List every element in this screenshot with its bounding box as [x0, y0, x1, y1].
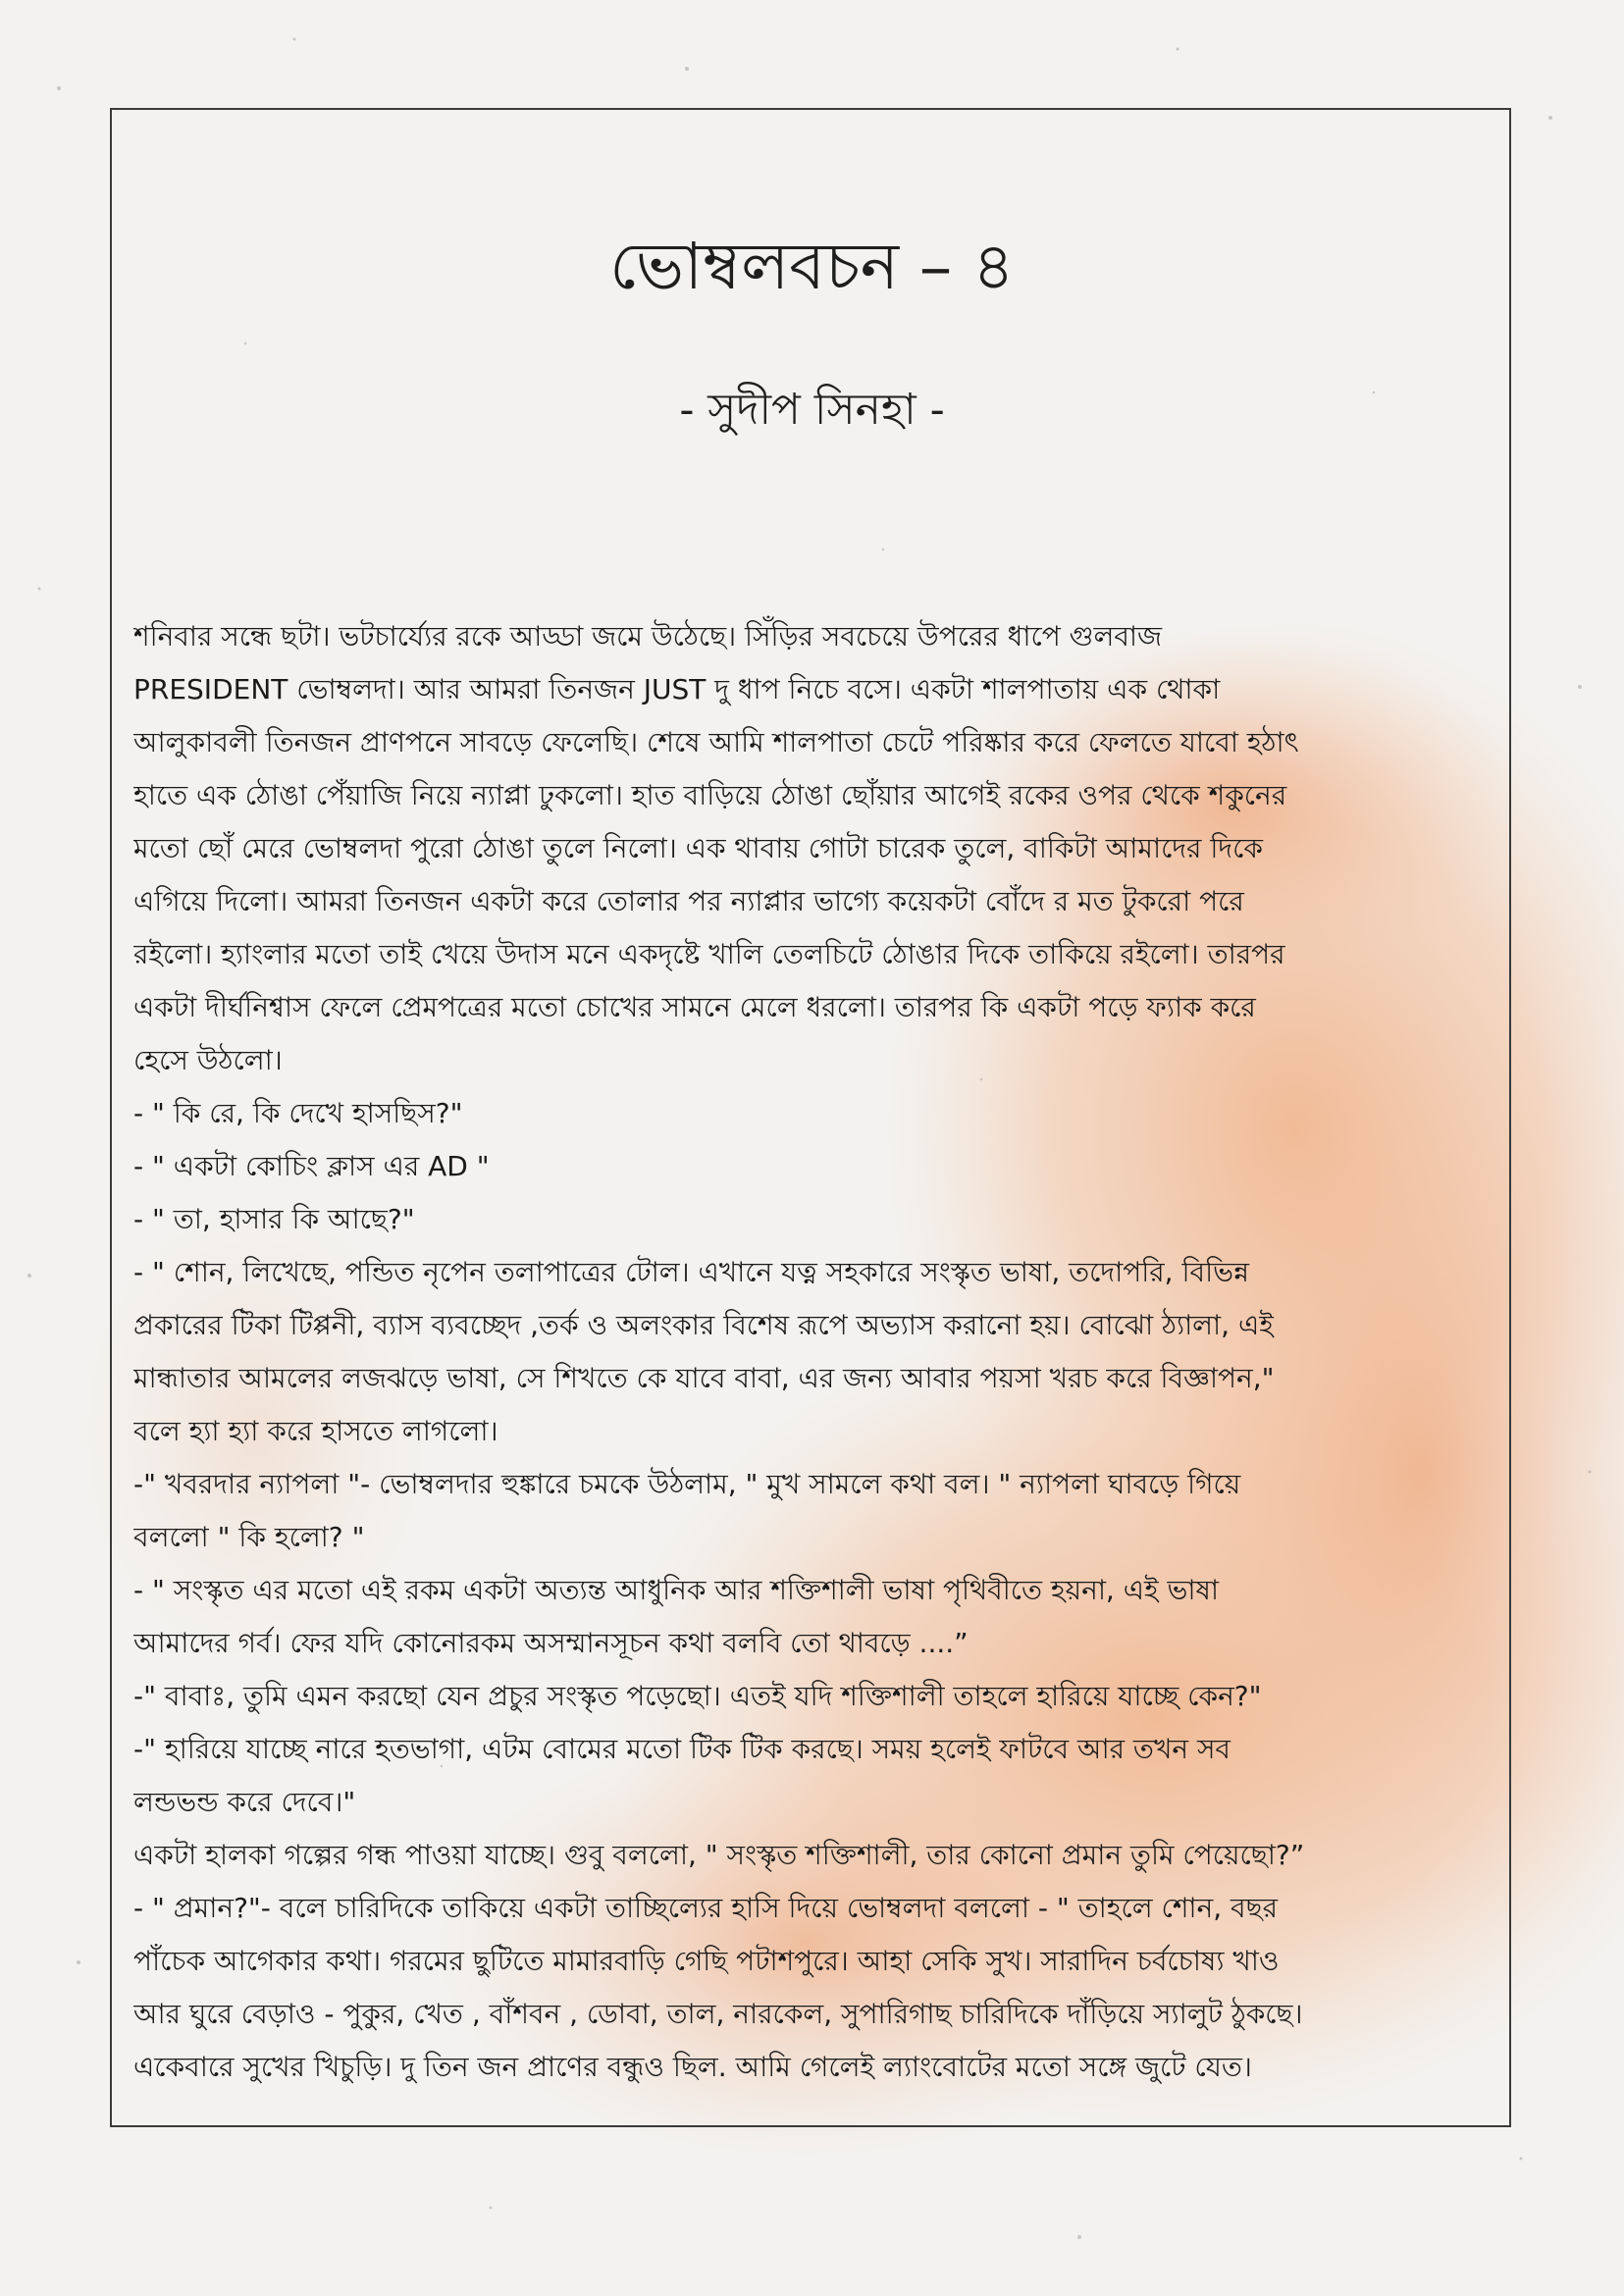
text-line: - " শোন, লিখেছে, পন্ডিত নৃপেন তলাপাত্রের টোল। এখানে যত্ন সহকারে সংস্কৃত ভাষা, তদোপরি, বিভিন্ন — [133, 1256, 1249, 1288]
text-line: একটা দীর্ঘনিশ্বাস ফেলে প্রেমপত্রের মতো চোখের সামনে মেলে ধরলো। তারপর কি একটা পড়ে ফ্যাক করে — [133, 991, 1256, 1023]
text-line: একেবারে সুখের খিচুড়ি। দু তিন জন প্রাণের বন্ধুও ছিল. আমি গেলেই ল্যাংবোটের মতো সঙ্গে জুটে যেত। — [133, 2051, 1252, 2083]
text-line: -" খবরদার ন্যাপলা "- ভোম্বলদার হুঙ্কারে চমকে উঠলাম, " মুখ সামলে কথা বল। " ন্যাপলা ঘাবড়ে গিয়ে — [133, 1468, 1241, 1500]
text-line: বলে হ্যা হ্যা করে হাসতে লাগলো। — [133, 1415, 498, 1447]
text-line: প্রকারের টিকা টিপ্পনী, ব্যাস ব্যবচ্ছেদ ,তর্ক ও অলংকার বিশেষ রূপে অভ্যাস করানো হয়। বোঝো ঠ্যালা, এই — [133, 1309, 1274, 1341]
text-line: একটা হালকা গল্পের গন্ধ পাওয়া যাচ্ছে। গুবু বললো, " সংস্কৃত শক্তিশালী, তার কোনো প্রমান তুমি পেয়েছো?” — [133, 1839, 1305, 1871]
author-name: - সুদীপ সিনহা - — [679, 385, 945, 435]
text-line: PRESIDENT ভোম্বলদা। আর আমরা তিনজন JUST দু ধাপ নিচে বসে। একটা শালপাতায় এক থোকা — [133, 673, 1221, 705]
page-title: ভোম্বলবচন – ৪ — [609, 229, 1015, 304]
text-line: শনিবার সন্ধে ছটা। ভটচার্য্যের রকে আড্ডা জমে উঠেছে। সিঁড়ির সবচেয়ে উপরের ধাপে গুলবাজ — [133, 620, 1163, 652]
text-line: মতো ছোঁ মেরে ভোম্বলদা পুরো ঠোঙা তুলে নিলো। এক থাবায় গোটা চারেক তুলে, বাকিটা আমাদের দিকে — [133, 832, 1263, 864]
text-line: - " সংস্কৃত এর মতো এই রকম একটা অত্যন্ত আধুনিক আর শক্তিশালী ভাষা পৃথিবীতে হয়না, এই ভাষা — [133, 1574, 1220, 1606]
text-line: লন্ডভন্ড করে দেবে।" — [133, 1786, 356, 1818]
text-line: আমাদের গর্ব। ফের যদি কোনোরকম অসম্মানসূচন কথা বলবি তো থাবড়ে ....” — [133, 1627, 969, 1659]
text-line: -" বাবাঃ, তুমি এমন করছো যেন প্রচুর সংস্কৃত পড়েছো। এতই যদি শক্তিশালী তাহলে হারিয়ে যাচ্ছে কেন?" — [133, 1680, 1262, 1712]
text-line: আলুকাবলী তিনজন প্রাণপনে সাবড়ে ফেলেছি। শেষে আমি শালপাতা চেটে পরিষ্কার করে ফেলতে যাবো হঠাৎ — [133, 726, 1299, 758]
text-line: পাঁচেক আগেকার কথা। গরমের ছুটিতে মামারবাড়ি গেছি পটাশপুরে। আহা সেকি সুখ। সারাদিন চর্বচোষ্য খাও — [133, 1945, 1280, 1977]
text-line: - " প্রমান?"- বলে চারিদিকে তাকিয়ে একটা তাচ্ছিল্যের হাসি দিয়ে ভোম্বলদা বললো - " তাহলে শোন, বছর — [133, 1892, 1278, 1924]
text-line: রইলো। হ্যাংলার মতো তাই খেয়ে উদাস মনে একদৃষ্টে খালি তেলচিটে ঠোঙার দিকে তাকিয়ে রইলো। তারপর — [133, 938, 1285, 970]
text-line: হেসে উঠলো। — [133, 1044, 283, 1076]
text-line: হাতে এক ঠোঙা পেঁয়াজি নিয়ে ন্যাপ্লা ঢুকলো। হাত বাড়িয়ে ঠোঙা ছোঁয়ার আগেই রকের ওপর থেকে শকুনের — [133, 779, 1287, 811]
text-line: - " একটা কোচিং ক্লাস এর AD " — [133, 1150, 490, 1182]
story-text — [133, 610, 1492, 2094]
text-line: - " কি রে, কি দেখে হাসছিস?" — [133, 1097, 463, 1129]
text-line: এগিয়ে দিলো। আমরা তিনজন একটা করে তোলার পর ন্যাপ্লার ভাগ্যে কয়েকটা বোঁদে র মত টুকরো পরে — [133, 885, 1244, 917]
text-line: -" হারিয়ে যাচ্ছে নারে হতভাগা, এটম বোমের মতো টিক টিক করছে। সময় হলেই ফাটবে আর তখন সব — [133, 1733, 1231, 1765]
text-line: আর ঘুরে বেড়াও - পুকুর, খেত , বাঁশবন , ডোবা, তাল, নারকেল, সুপারিগাছ চারিদিকে দাঁড়িয়ে স্যালুট ঠুকছে। — [133, 1998, 1303, 2030]
text-line: বললো " কি হলো? " — [133, 1521, 365, 1553]
text-line: - " তা, হাসার কি আছে?" — [133, 1203, 415, 1235]
text-line: মান্ধাতার আমলের লজঝড়ে ভাষা, সে শিখতে কে যাবে বাবা, এর জন্য আবার পয়সা খরচ করে বিজ্ঞাপন," — [133, 1362, 1275, 1394]
